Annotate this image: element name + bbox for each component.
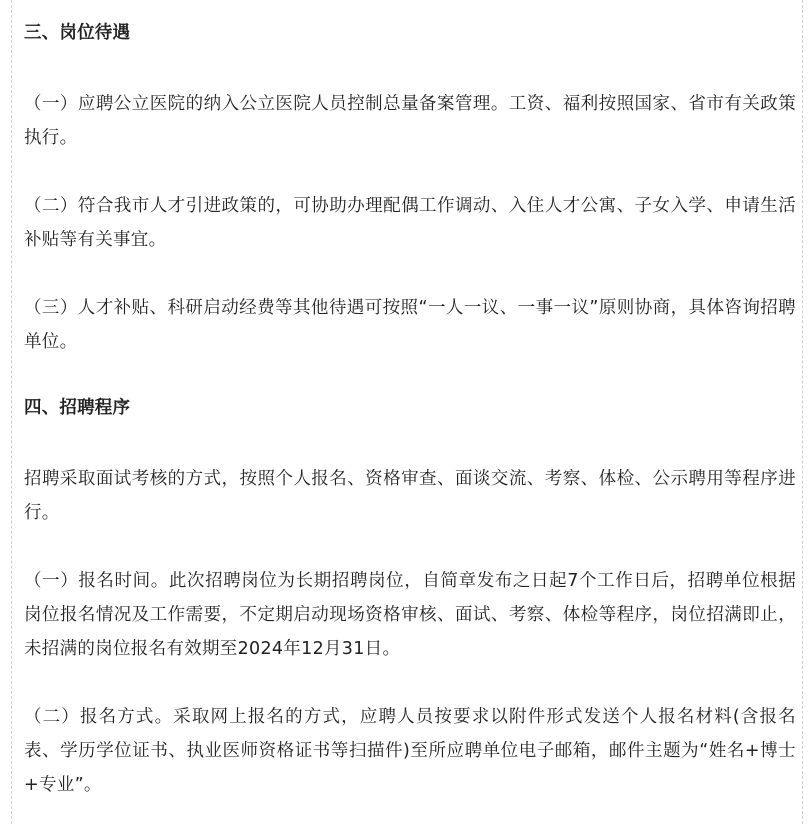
benefits-item-1: （一）应聘公立医院的纳入公立医院人员控制总量备案管理。工资、福利按照国家、省市有关政策执行。 [24,94,796,148]
section-heading-benefits: 三、岗位待遇 [24,23,131,43]
section-heading-procedure: 四、招聘程序 [24,398,131,418]
procedure-item-2: （二）报名方式。采取网上报名的方式，应聘人员按要求以附件形式发送个人报名材料(含报名表、学历学位证书、执业医师资格证书等扫描件)至所应聘单位电子邮箱，邮件主题为“姓名+博士+专业”。 [24,707,796,795]
procedure-intro: 招聘采取面试考核的方式，按照个人报名、资格审查、面谈交流、考察、体检、公示聘用等程序进行。 [24,469,796,523]
left-dashed-border [11,0,12,824]
benefits-item-2: （二）符合我市人才引进政策的，可协助办理配偶工作调动、入住人才公寓、子女入学、申请生活补贴等有关事宜。 [24,196,796,250]
right-dashed-border [802,0,803,824]
article-content [24,18,796,802]
procedure-item-1: （一）报名时间。此次招聘岗位为长期招聘岗位，自简章发布之日起7个工作日后，招聘单位根据岗位报名情况及工作需要，不定期启动现场资格审核、面试、考察、体检等程序，岗位招满即止，未招满的岗位报名有效期至2024年12月31日。 [24,571,796,659]
benefits-item-3: （三）人才补贴、科研启动经费等其他待遇可按照“一人一议、一事一议”原则协商，具体咨询招聘单位。 [24,298,796,352]
